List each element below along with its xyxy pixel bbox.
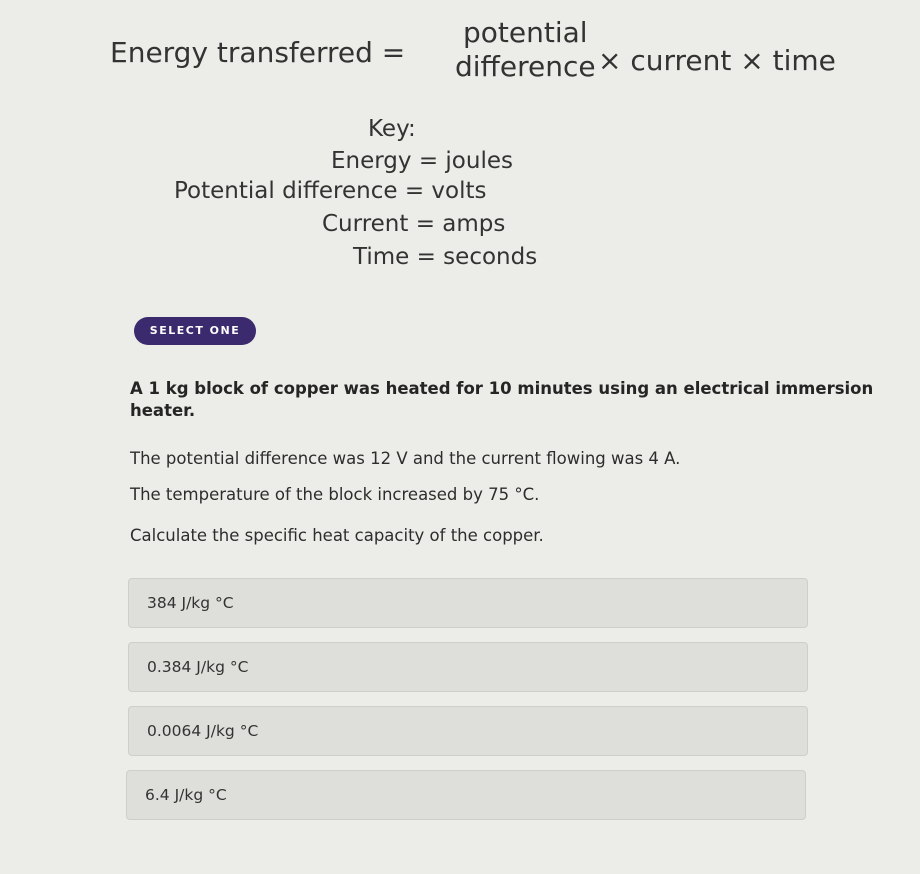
answer-option-4[interactable]: 6.4 J/kg °C <box>126 770 806 820</box>
question-line-2: heater. <box>130 401 196 420</box>
answer-option-2[interactable]: 0.384 J/kg °C <box>128 642 808 692</box>
equation-fraction <box>455 16 596 84</box>
fraction-bottom: difference <box>455 50 596 83</box>
key-row-energy: Energy = joules <box>331 148 513 174</box>
question-line-5: Calculate the specific heat capacity of the copper. <box>130 526 544 545</box>
answer-option-1[interactable]: 384 J/kg °C <box>128 578 808 628</box>
answer-option-3[interactable]: 0.0064 J/kg °C <box>128 706 808 756</box>
select-one-badge: SELECT ONE <box>134 317 256 345</box>
equation-lhs: Energy transferred = <box>110 36 406 69</box>
fraction-top: potential <box>463 16 588 49</box>
question-line-1: A 1 kg block of copper was heated for 10 minutes using an electrical immersion <box>130 379 874 398</box>
equation-rhs: × current × time <box>598 44 836 77</box>
key-row-potential-difference: Potential difference = volts <box>174 178 487 204</box>
question-line-4: The temperature of the block increased by 75 °C. <box>130 485 540 504</box>
equation <box>110 16 870 96</box>
key-title: Key: <box>368 116 416 142</box>
key-row-time: Time = seconds <box>353 244 538 270</box>
question-line-3: The potential difference was 12 V and the current flowing was 4 A. <box>130 449 681 468</box>
key-row-current: Current = amps <box>322 211 506 237</box>
